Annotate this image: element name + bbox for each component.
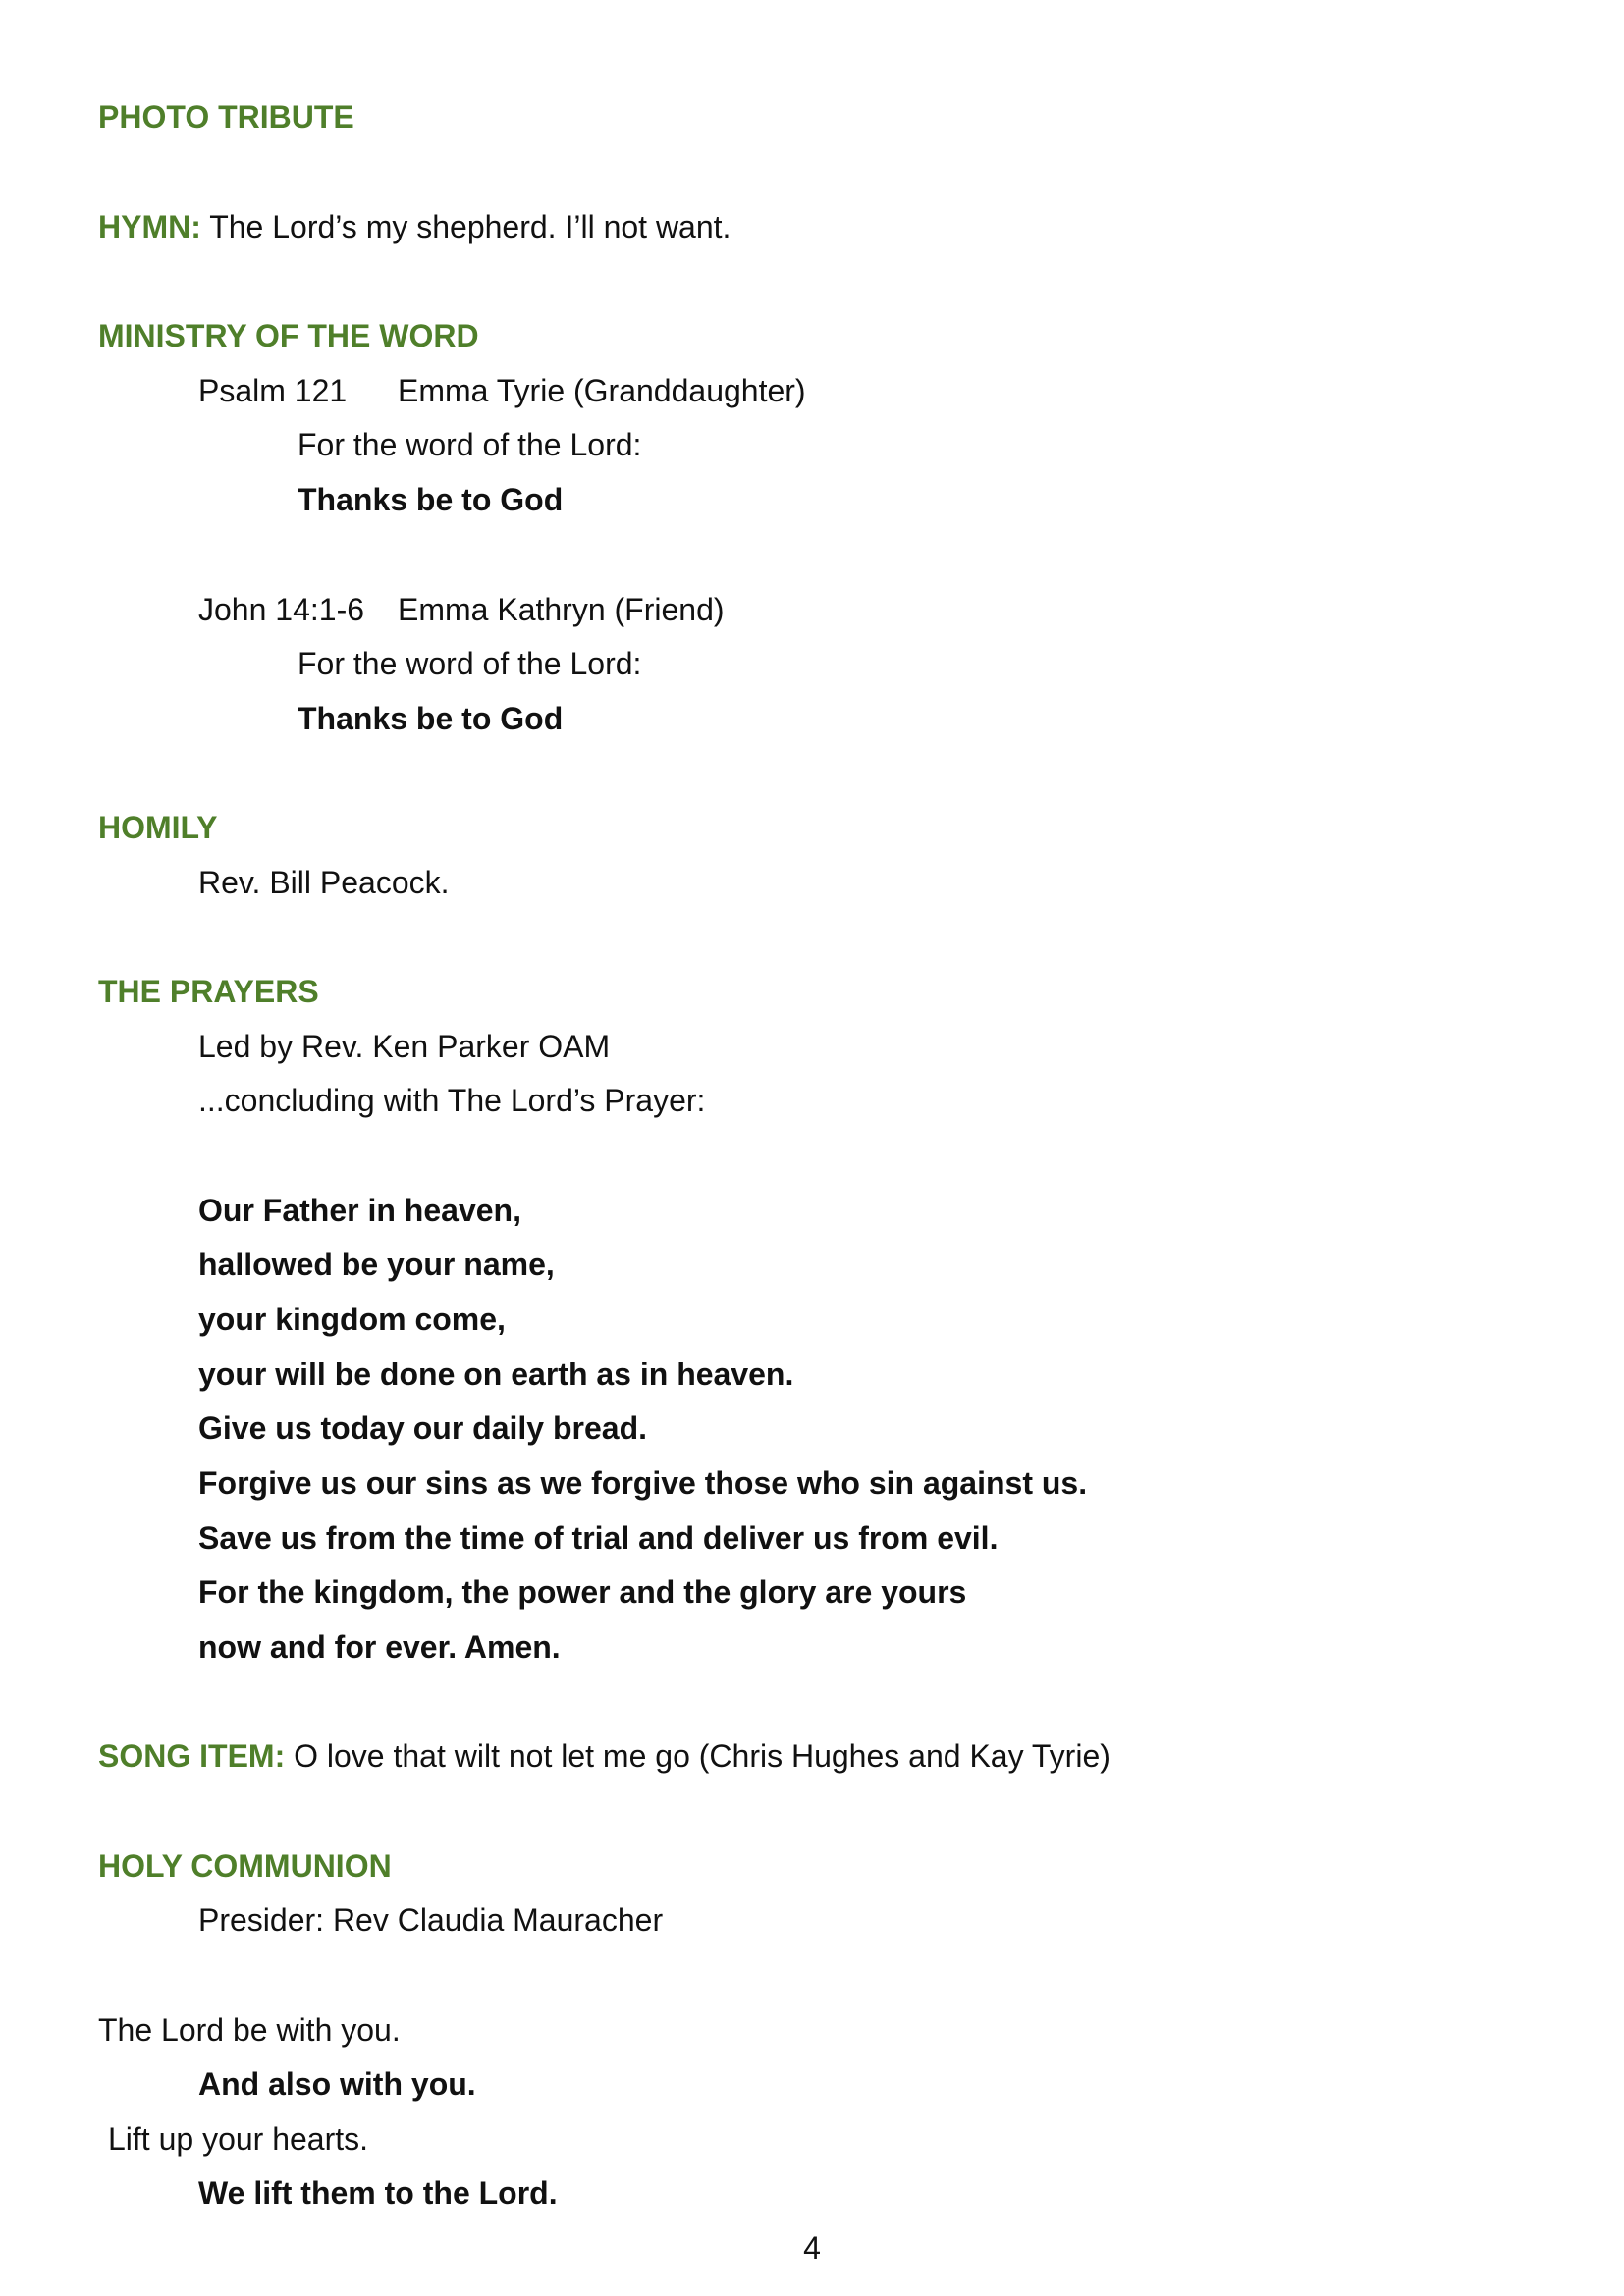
- reading2-reader: Emma Kathryn (Friend): [398, 592, 725, 627]
- hymn-label: HYMN:: [98, 209, 201, 244]
- communion-response-1: And also with you.: [198, 2066, 476, 2102]
- lords-prayer-line: now and for ever. Amen.: [198, 1629, 561, 1665]
- communion-response-2: We lift them to the Lord.: [198, 2175, 558, 2211]
- communion-presider: Presider: Rev Claudia Mauracher: [198, 1902, 664, 1938]
- lords-prayer-line: your will be done on earth as in heaven.: [198, 1357, 794, 1392]
- lords-prayer-line: Forgive us our sins as we forgive those who sin against us.: [198, 1466, 1088, 1501]
- homily-preacher: Rev. Bill Peacock.: [198, 865, 450, 900]
- prayers-concluding: ...concluding with The Lord’s Prayer:: [198, 1083, 706, 1118]
- hymn-line: [98, 211, 731, 242]
- communion-heading: HOLY COMMUNION: [98, 1848, 392, 1884]
- reading2-versicle: For the word of the Lord:: [298, 646, 642, 681]
- lords-prayer-line: For the kingdom, the power and the glory are yours: [198, 1575, 967, 1610]
- lords-prayer-line: Our Father in heaven,: [198, 1193, 521, 1228]
- hymn-title: The Lord’s my shepherd. I’ll not want.: [209, 209, 731, 244]
- lords-prayer-line: hallowed be your name,: [198, 1247, 555, 1282]
- reading1-response: Thanks be to God: [298, 482, 564, 517]
- lords-prayer-line: your kingdom come,: [198, 1302, 506, 1337]
- homily-heading: HOMILY: [98, 810, 218, 845]
- prayers-heading: THE PRAYERS: [98, 974, 319, 1009]
- page-number: 4: [803, 2230, 821, 2266]
- song-item-title: O love that wilt not let me go (Chris Hughes and Kay Tyrie): [294, 1738, 1110, 1774]
- song-item-label: SONG ITEM:: [98, 1738, 286, 1774]
- ministry-heading: MINISTRY OF THE WORD: [98, 318, 479, 353]
- reading1-reader: Emma Tyrie (Granddaughter): [398, 373, 806, 408]
- reading1-ref: Psalm 121: [198, 373, 348, 408]
- lords-prayer-line: Save us from the time of trial and deliver us from evil.: [198, 1521, 999, 1556]
- communion-versicle-2: Lift up your hearts.: [108, 2121, 369, 2157]
- reading2-ref: John 14:1-6: [198, 592, 365, 627]
- communion-versicle-1: The Lord be with you.: [98, 2012, 401, 2048]
- song-item-line: [98, 1740, 1110, 1772]
- lords-prayer-line: Give us today our daily bread.: [198, 1411, 648, 1446]
- reading2-response: Thanks be to God: [298, 701, 564, 736]
- photo-tribute-heading: PHOTO TRIBUTE: [98, 99, 354, 134]
- reading1-versicle: For the word of the Lord:: [298, 427, 642, 462]
- prayers-leader: Led by Rev. Ken Parker OAM: [198, 1029, 611, 1064]
